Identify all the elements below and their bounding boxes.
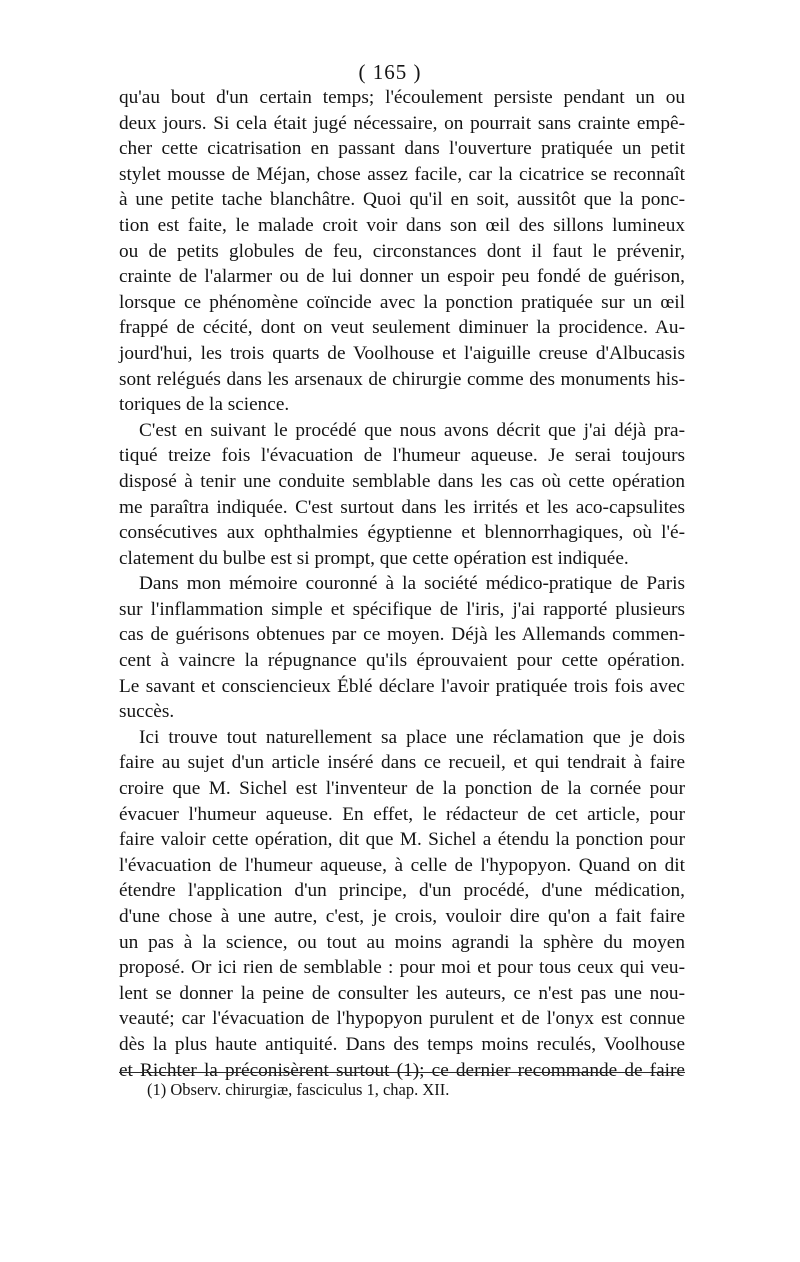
text-line: deux jours. Si cela était jugé nécessaire, on pourrait sans crainte empê-: [119, 112, 685, 134]
text-line: un pas à la science, ou tout au moins agrandi la sphère du moyen: [119, 931, 685, 953]
page-number: ( 165 ): [358, 60, 422, 84]
text-line: tion est faite, le malade croit voir dans son œil des sillons lumineux: [119, 214, 685, 236]
footnote: (1) Observ. chirurgiæ, fasciculus 1, chap. XII.: [147, 1080, 450, 1099]
text-line: stylet mousse de Méjan, chose assez facile, car la cicatrice se reconnaît: [119, 163, 685, 185]
text-line: lorsque ce phénomène coïncide avec la ponction pratiquée sur un œil: [119, 291, 685, 313]
text-line: qu'au bout d'un certain temps; l'écoulement persiste pendant un ou: [119, 87, 685, 108]
text-line: cas de guérisons obtenues par ce moyen. Déjà les Allemands commen-: [119, 624, 685, 646]
text-line: C'est en suivant le procédé que nous avons décrit que j'ai déjà pra-: [139, 419, 685, 441]
body-text: [119, 85, 685, 1083]
text-line: évacuer l'humeur aqueuse. En effet, le rédacteur de cet article, pour: [119, 803, 685, 825]
text-line: faire au sujet d'un article inséré dans ce recueil, et qui tendrait à faire: [119, 752, 685, 774]
text-line: Le savant et consciencieux Éblé déclare l'avoir pratiquée trois fois avec: [119, 675, 685, 697]
text-line: disposé à tenir une conduite semblable dans les cas où cette opération: [119, 470, 685, 492]
text-line: Ici trouve tout naturellement sa place une réclamation que je dois: [139, 726, 685, 748]
text-line: veauté; car l'évacuation de l'hypopyon purulent et de l'onyx est connue: [119, 1008, 685, 1030]
text-line: cher cette cicatrisation en passant dans l'ouverture pratiquée un petit: [119, 138, 685, 160]
text-line: me paraîtra indiquée. C'est surtout dans les irrités et les aco-capsulites: [119, 496, 685, 518]
footnote-divider: [119, 1072, 685, 1073]
text-line: cent à vaincre la répugnance qu'ils éprouvaient pour cette opération.: [119, 650, 685, 672]
text-line: d'une chose à une autre, c'est, je crois, vouloir dire qu'on a fait faire: [119, 906, 685, 927]
text-line: tiqué treize fois l'évacuation de l'humeur aqueuse. Je serai toujours: [119, 445, 685, 467]
text-line: croire que M. Sichel est l'inventeur de la ponction de la cornée pour: [119, 778, 685, 800]
text-line: clatement du bulbe est si prompt, que cette opération est indiquée.: [119, 547, 629, 569]
text-line: toriques de la science.: [119, 394, 290, 416]
text-line: proposé. Or ici rien de semblable : pour moi et pour tous ceux qui veu-: [119, 957, 685, 979]
text-line: ou de petits globules de feu, circonstances dont il faut le prévenir,: [119, 240, 685, 262]
text-line: à une petite tache blanchâtre. Quoi qu'il en soit, aussitôt que la ponc-: [119, 189, 685, 211]
text-line: dès la plus haute antiquité. Dans des temps moins reculés, Voolhouse: [119, 1033, 685, 1055]
text-line: jourd'hui, les trois quarts de Voolhouse et l'aiguille creuse d'Albucasis: [119, 342, 685, 364]
text-line: étendre l'application d'un principe, d'un procédé, d'une médication,: [119, 880, 685, 902]
text-line: l'évacuation de l'humeur aqueuse, à celle de l'hypopyon. Quand on dit: [119, 854, 685, 876]
text-line: consécutives aux ophthalmies égyptienne et blennorrhagiques, où l'é-: [119, 522, 685, 544]
text-line: succès.: [119, 701, 175, 723]
text-line: frappé de cécité, dont on veut seulement diminuer la procidence. Au-: [119, 317, 685, 339]
text-line: sont relégués dans les arsenaux de chirurgie comme des monuments his-: [119, 368, 685, 390]
text-line: et Richter la préconisèrent surtout (1); ce dernier recommande de faire: [119, 1059, 685, 1081]
text-line: lent se donner la peine de consulter les auteurs, ce n'est pas une nou-: [119, 982, 685, 1004]
text-line: sur l'inflammation simple et spécifique de l'iris, j'ai rapporté plusieurs: [119, 598, 685, 620]
text-line: Dans mon mémoire couronné à la société médico-pratique de Paris: [139, 573, 685, 595]
text-line: faire valoir cette opération, dit que M. Sichel a étendu la ponction pour: [119, 829, 685, 851]
text-line: crainte de l'alarmer ou de lui donner un espoir peu fondé de guérison,: [119, 266, 685, 288]
